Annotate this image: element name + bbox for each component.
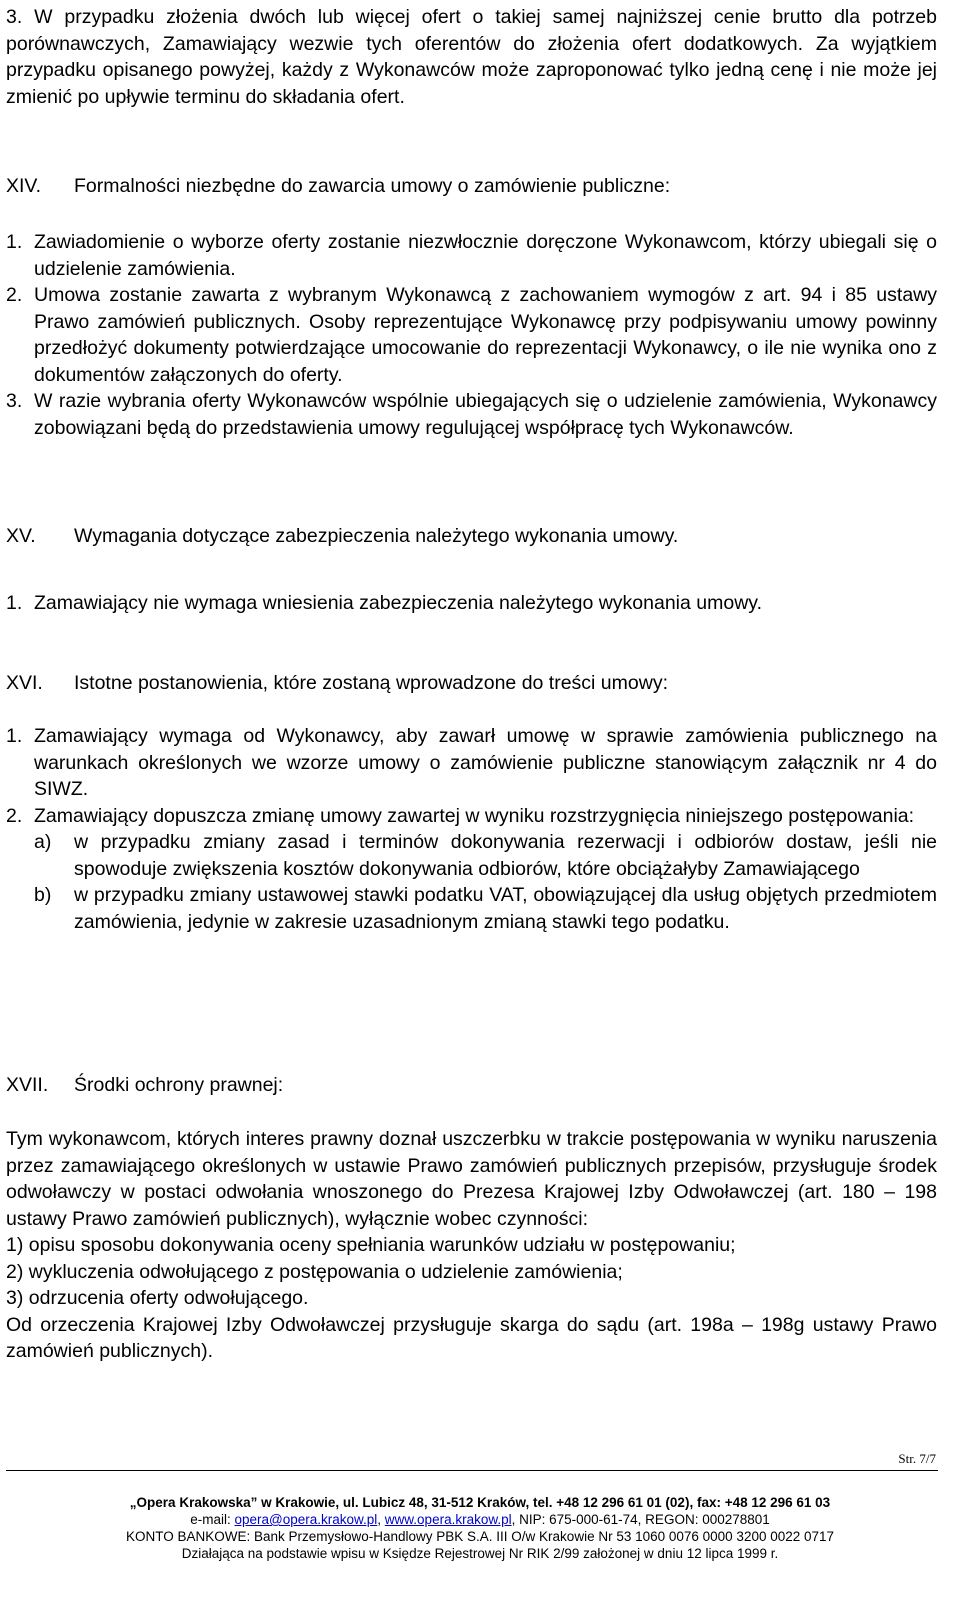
email-link[interactable]: opera@opera.krakow.pl	[234, 1512, 378, 1527]
continuation-paragraph: 3. W przypadku złożenia dwóch lub więcej ofert o takiej samej najniższej cenie brutto dla potrzeb porównawczych, Zamawiający wezwie tych oferentów do złożenia ofert dodatkowych. Za wyjątkiem przypadku opisanego powyżej, każdy z Wykonawców może zaproponować tylko jedną cenę i nie może jej zmienić po upływie terminu do składania ofert.	[6, 6, 937, 108]
sub-item-letter: a)	[34, 831, 52, 853]
item-text: Zamawiający nie wymaga wniesienia zabezpieczenia należytego wykonania umowy.	[34, 592, 763, 614]
section-number: XVI.	[6, 672, 43, 694]
section-xiv-list	[6, 229, 937, 441]
section-number: XIV.	[6, 175, 42, 197]
section-xv-heading	[6, 523, 937, 550]
page-number: Str. 7/7	[898, 1451, 936, 1466]
section-xvii-closing: Od orzeczenia Krajowej Izby Odwoławczej przysługuje skarga do sądu (art. 198a – 198g ustawy Prawo zamówień publicznych).	[6, 1313, 937, 1362]
section-xvii-intro: Tym wykonawcom, których interes prawny doznał uszczerbku w trakcie postępowania w wyniku naruszenia przez zamawiającego określonych w ustawie Prawo zamówień publicznych przepisów, przysługuje środek odwoławczy w postaci odwołania wnoszonego do Prezesa Krajowej Izby Odwoławczej (art. 180 – 198 ustawy Prawo zamówień publicznych), wyłącznie wobec czynności:	[6, 1128, 937, 1230]
item-number: 1.	[6, 725, 23, 747]
footer-email-prefix: e-mail:	[190, 1512, 235, 1527]
section-title: Wymagania dotyczące zabezpieczenia należytego wykonania umowy.	[74, 525, 679, 547]
section-xvi-list	[6, 723, 937, 935]
website-link[interactable]: www.opera.krakow.pl	[384, 1512, 512, 1527]
footer-separator: ,	[377, 1512, 385, 1527]
sub-item-text: w przypadku zmiany ustawowej stawki podatku VAT, obowiązującej dla usług objętych przedmiotem zamówienia, jedynie w zakresie uzasadnionym zmianą stawki tego podatku.	[74, 884, 937, 933]
section-xiv-heading	[6, 173, 937, 200]
section-title: Środki ochrony prawnej:	[74, 1074, 284, 1096]
footer-address	[0, 1494, 960, 1511]
item-number: 2.	[6, 804, 23, 827]
section-number: XVII.	[6, 1074, 49, 1096]
item-number: 3.	[6, 390, 23, 412]
list-item	[6, 723, 937, 803]
footer-registry: Działająca na podstawie wpisu w Księdze Rejestrowej Nr RIK 2/99 założonej w dniu 12 lipca 1999 r.	[181, 1546, 779, 1561]
section-title: Istotne postanowienia, które zostaną wprowadzone do treści umowy:	[74, 672, 668, 694]
list-item	[6, 282, 937, 388]
list-item	[6, 229, 937, 282]
item-number: 1.	[6, 231, 23, 253]
footer-ids: , NIP: 675-000-61-74, REGON: 000278801	[511, 1512, 770, 1527]
item-number: 2.	[6, 284, 23, 306]
remedy-line: 3) odrzucenia oferty odwołującego.	[6, 1287, 309, 1309]
sub-item-text: w przypadku zmiany zasad i terminów dokonywania rezerwacji i odbiorów dostaw, jeśli nie spowoduje zwiększenia kosztów dokonywania odbiorów, które obciążałyby Zamawiającego	[74, 831, 937, 880]
item-text: Zawiadomienie o wyborze oferty zostanie niezwłocznie doręczone Wykonawcom, którzy ubiegali się o udzielenie zamówienia.	[34, 231, 937, 280]
item-text: Zamawiający dopuszcza zmianę umowy zawartej w wyniku rozstrzygnięcia niniejszego postępowania:	[34, 804, 915, 827]
sub-item	[6, 882, 937, 935]
section-number: XV.	[6, 525, 36, 547]
item-text: Umowa zostanie zawarta z wybranym Wykonawcą z zachowaniem wymogów z art. 94 i 85 ustawy Prawo zamówień publicznych. Osoby reprezentujące Wykonawcę przy podpisywaniu umowy powinny przedłożyć dokumenty potwierdzające umocowanie do reprezentacji Wykonawcy, o ile nie wynika ono z dokumentów załączonych do oferty.	[34, 284, 937, 386]
list-item	[6, 388, 937, 441]
section-xvi-heading	[6, 670, 937, 697]
section-title: Formalności niezbędne do zawarcia umowy o zamówienie publiczne:	[74, 175, 671, 197]
sub-item	[6, 829, 937, 882]
item-text: Zamawiający wymaga od Wykonawcy, aby zawarł umowę w sprawie zamówienia publicznego na warunkach określonych we wzorze umowy o zamówienie publiczne stanowiącym załącznik nr 4 do SIWZ.	[34, 725, 937, 800]
item-number: 1.	[6, 592, 23, 614]
footer-address-text: „Opera Krakowska” w Krakowie, ul. Lubicz 48, 31-512 Kraków, tel. +48 12 296 61 01 (02), fax: +48 12 296 61 03	[129, 1495, 831, 1510]
list-item	[6, 803, 937, 830]
footer-contact	[0, 1511, 960, 1528]
sub-item-letter: b)	[34, 884, 52, 906]
footer-divider	[6, 1470, 938, 1471]
section-xvii-heading	[6, 1072, 937, 1099]
item-text: W razie wybrania oferty Wykonawców wspólnie ubiegających się o udzielenie zamówienia, Wykonawcy zobowiązani będą do przedstawienia umowy regulującej współpracę tych Wykonawców.	[34, 390, 937, 439]
remedy-line: 1) opisu sposobu dokonywania oceny spełniania warunków udziału w postępowaniu;	[6, 1234, 736, 1256]
list-item	[6, 590, 937, 617]
remedy-line: 2) wykluczenia odwołującego z postępowania o udzielenie zamówienia;	[6, 1260, 623, 1283]
section-xvii-body	[6, 1126, 937, 1365]
section-xv-list	[6, 590, 937, 617]
footer-bank: KONTO BANKOWE: Bank Przemysłowo-Handlowy PBK S.A. III O/w Krakowie Nr 53 1060 0076 0000 3200 0022 0717	[125, 1529, 835, 1544]
